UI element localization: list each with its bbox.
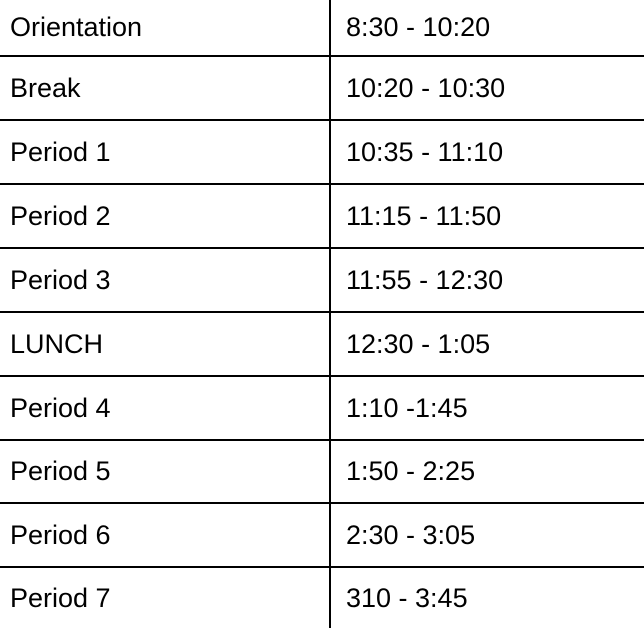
table-row bbox=[0, 249, 644, 313]
table-row bbox=[0, 377, 644, 441]
period-label: Period 1 bbox=[10, 136, 111, 167]
period-label: Break bbox=[10, 72, 81, 103]
period-time: 11:15 - 11:50 bbox=[346, 200, 502, 231]
column-divider bbox=[329, 0, 331, 628]
table-row bbox=[0, 121, 644, 185]
period-label: Period 5 bbox=[10, 456, 111, 486]
table-row bbox=[0, 57, 644, 121]
period-time: 8:30 - 10:20 bbox=[346, 12, 491, 42]
table-row bbox=[0, 185, 644, 249]
table-row bbox=[0, 568, 644, 628]
table-row bbox=[0, 441, 644, 504]
period-label: Period 6 bbox=[10, 519, 111, 550]
period-time: 10:20 - 10:30 bbox=[346, 72, 506, 103]
period-time: 310 - 3:45 bbox=[346, 582, 468, 613]
period-time: 1:10 -1:45 bbox=[346, 392, 468, 423]
table-row bbox=[0, 313, 644, 377]
period-label: Period 3 bbox=[10, 264, 111, 295]
period-time: 10:35 - 11:10 bbox=[346, 136, 504, 167]
period-label: Period 4 bbox=[10, 392, 111, 423]
period-label: Orientation bbox=[10, 12, 143, 42]
period-label: Period 2 bbox=[10, 200, 111, 231]
table-row bbox=[0, 0, 644, 57]
period-time: 2:30 - 3:05 bbox=[346, 519, 476, 550]
table-row bbox=[0, 504, 644, 568]
period-label: LUNCH bbox=[10, 328, 104, 359]
period-label: Period 7 bbox=[10, 582, 111, 613]
period-time: 11:55 - 12:30 bbox=[346, 264, 504, 295]
period-time: 1:50 - 2:25 bbox=[346, 456, 476, 486]
period-time: 12:30 - 1:05 bbox=[346, 328, 491, 359]
